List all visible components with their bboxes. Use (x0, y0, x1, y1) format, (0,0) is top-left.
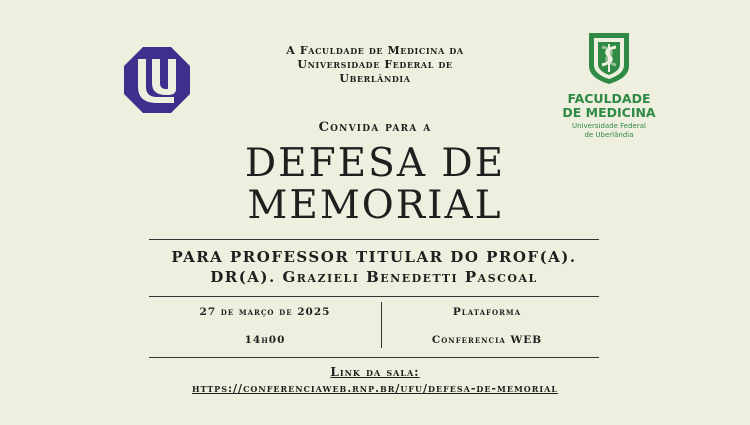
platform-label: Plataforma (452, 306, 522, 318)
title-line-1: DEFESA DE (244, 141, 506, 186)
header-line-3: Uberlândia (339, 72, 411, 85)
subtitle-line-2: DR(A). Grazieli Benedetti Pascoal (210, 268, 538, 286)
divider-top (149, 239, 599, 240)
faculdade-medicina-logo (560, 30, 658, 140)
event-date: 27 de março de 2025 (199, 306, 331, 318)
faculdade-sub-line-2: de Uberlândia (584, 131, 634, 139)
subtitle (149, 247, 599, 287)
faculdade-title-line-1: FACULDADE (567, 91, 651, 106)
header-line-1: A Faculdade de Medicina da (286, 44, 464, 57)
meeting-link[interactable]: https://conferenciaweb.rnp.br/ufu/defesa-de-memorial (192, 382, 558, 395)
title-line-2: MEMORIAL (247, 183, 503, 228)
subtitle-line-1: PARA PROFESSOR TITULAR DO PROF(A). (171, 248, 577, 266)
divider-middle (149, 296, 599, 297)
shield-icon (586, 30, 632, 86)
invite-text: Convida para a (318, 120, 432, 135)
event-time: 14h00 (244, 334, 286, 346)
details-divider (381, 302, 382, 348)
header-institution (255, 44, 495, 86)
platform-value: Conferencia WEB (431, 334, 543, 346)
page-title (150, 143, 600, 227)
header-line-2: Universidade Federal de (297, 58, 453, 71)
faculdade-title-line-2: DE MEDICINA (562, 105, 656, 120)
divider-bottom (149, 357, 599, 358)
ufu-logo (124, 47, 190, 113)
faculdade-sub-line-1: Universidade Federal (572, 122, 646, 130)
link-label: Link da sala: (330, 365, 420, 379)
